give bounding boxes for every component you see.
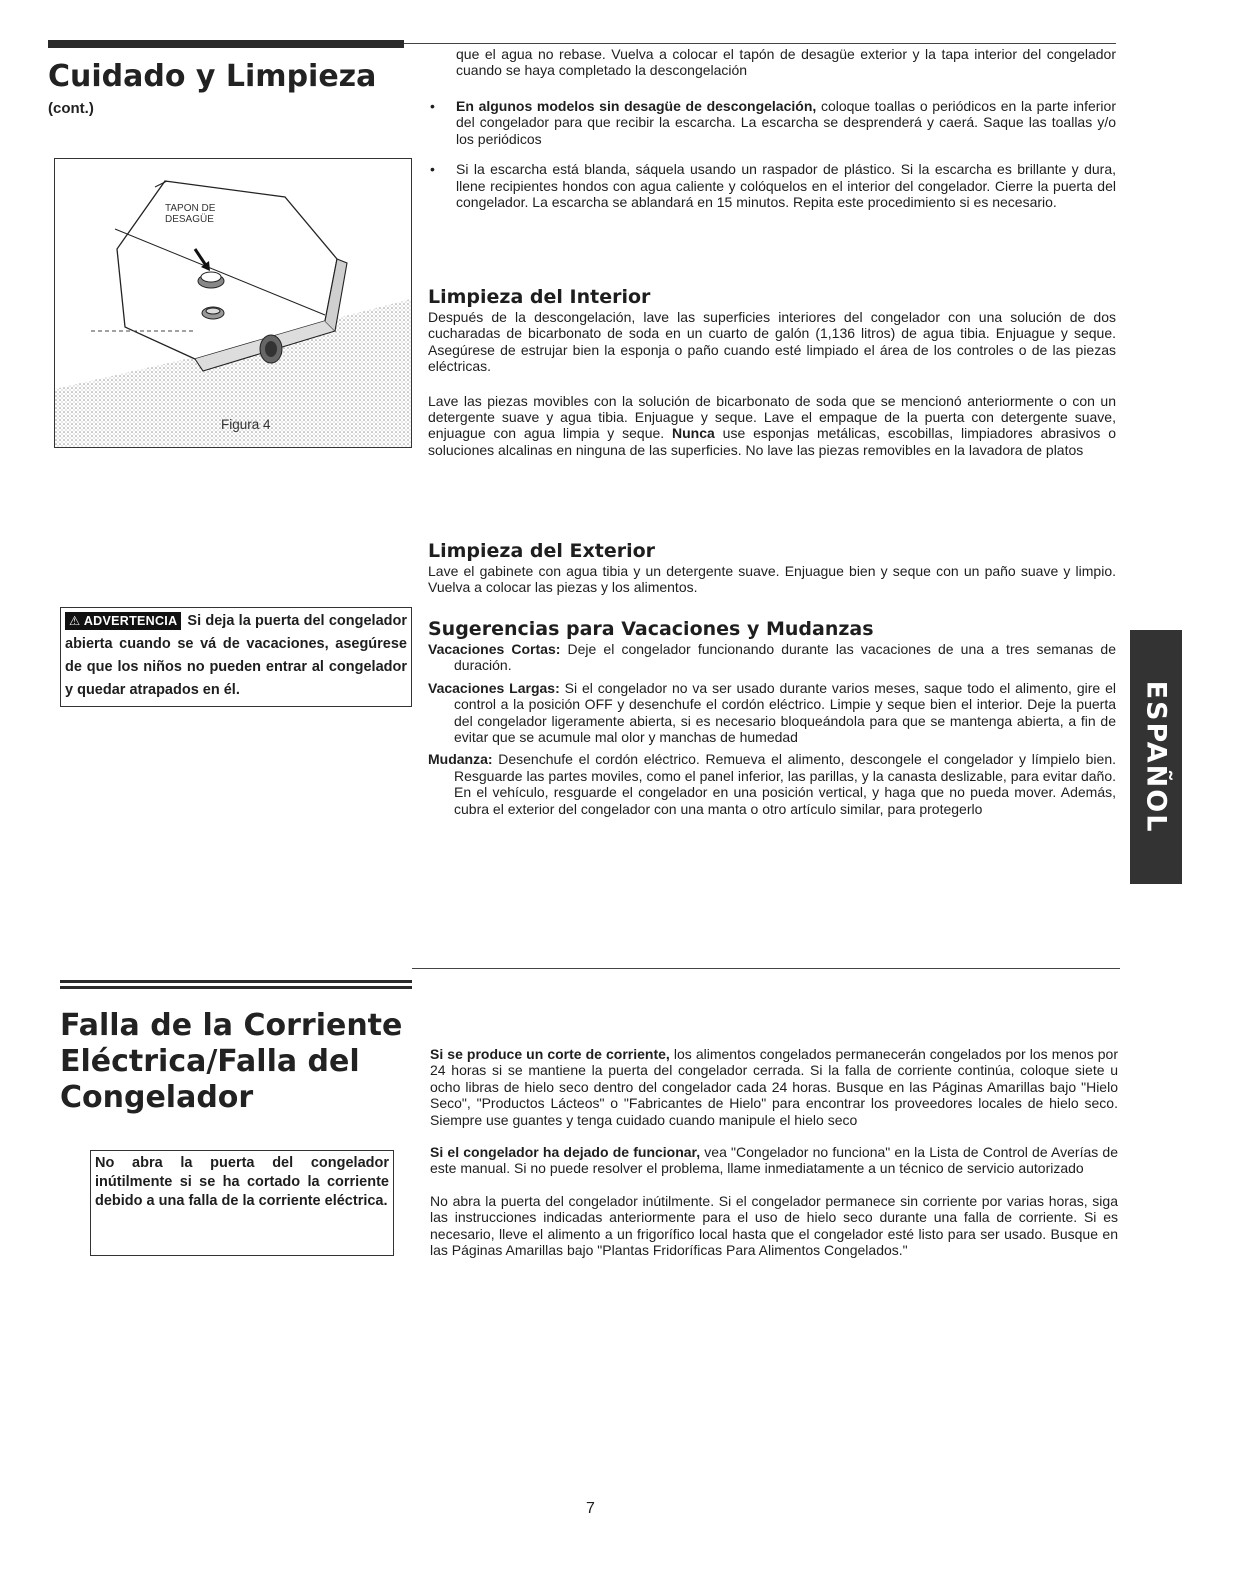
interior-text-a: Lave las piezas movibles con la solución de bicarbonato de soda que se mencionó anteriormente o con un detergente suave y agua tibia. Enjuague y seque. Lave el empaque de la puerta con detergente suave, enjuague con agua limpia y seque.	[428, 392, 1116, 442]
section2-rule	[412, 968, 1120, 969]
bullet-item	[428, 98, 1116, 147]
power-paragraph-2	[430, 1144, 1118, 1177]
header-rule	[404, 43, 1116, 44]
right-column-top	[456, 46, 1116, 79]
figure-4	[54, 158, 412, 448]
bullet-item	[428, 161, 1116, 210]
interior-never: Nunca	[672, 425, 715, 442]
exterior-heading: Limpieza del Exterior	[428, 540, 656, 562]
vacation-item-lead: Vacaciones Cortas:	[428, 641, 561, 657]
interior-text-b: use esponjas metálicas, escobillas, limpiadores abrasivos o soluciones alcalinas en ninguna de las superficies. No lave las piezas removibles en la lavadora de platos	[428, 425, 1117, 458]
power-p1-lead: Si se produce un corte de corriente,	[430, 1046, 670, 1062]
vacations-heading: Sugerencias para Vacaciones y Mudanzas	[428, 618, 874, 640]
bullet-text: Si la escarcha está blanda, sáquela usando un raspador de plástico. Si la escarcha es brillante y dura, llene recipientes hondos con agua caliente y colóquelos en el interior del congelador. Cierre la puerta del congelador. La escarcha se ablandará en 15 minutos. Repita este procedimiento si es necesario.	[456, 161, 1116, 211]
exterior-text: Lave el gabinete con agua tibia y un detergente suave. Enjuague bien y seque con un paño suave y limpio. Vuelva a colocar las piezas y los alimentos.	[428, 563, 1116, 596]
warning-badge-label: ADVERTENCIA	[83, 614, 178, 628]
warning-box	[60, 607, 412, 707]
interior-section	[428, 286, 1116, 458]
power-section	[430, 1046, 1118, 1258]
vacation-item-text: Si el congelador no va ser usado durante varios meses, saque todo el alimento, gire el control a la posición OFF y desenchufe el cordón eléctrico. Limpie y seque bien el interior. Deje la puerta del congelador ligeramente abierta, si es necesario bloqueándola para que se mantenga abierta, a fin de evitar que se acumule mal olor y manchas de humedad	[454, 679, 1116, 746]
vacation-item-text: Deje el congelador funcionando durante las vacaciones de una a tres semanas de duración.	[454, 641, 1116, 674]
bullet-text: coloque toallas o periódicos en la parte inferior del congelador para que recibir la escarcha. La escarcha se desprenderá y caerá. Saque las toallas y/o los periódicos	[456, 98, 1116, 147]
vacation-item	[428, 641, 1116, 674]
figure-caption: Figura 4	[221, 417, 271, 432]
page-number: 7	[586, 1500, 595, 1517]
section2-title-line: Congelador	[60, 1080, 254, 1115]
warning-text: Si deja la puerta del congelador abierta cuando se vá de vacaciones, asegúrese de que los niños no pueden entrar al congelador y quedar atrapados en él.	[65, 613, 407, 698]
section2-bar-left	[60, 980, 412, 983]
figure-label: TAPON DE DESAGÜE	[165, 203, 216, 225]
interior-paragraph-2	[428, 393, 1116, 459]
language-tab	[1130, 630, 1182, 884]
power-p1-text: los alimentos congelados permanecerán congelados por los menos por 24 horas si se mantiene la puerta del congelador cerrada. Si la falla de corriente continúa, coloque siete u ocho libras de hielo seco dentro del congelador cada 24 horas. Busque en las Páginas Amarillas bajo "Hielo Seco", "Productos Lácteos" o "Fabricantes de Hielo" para encontrar los proveedores locales de hielo seco. Siempre use guantes y tenga cuidado cuando manipule el hielo seco	[430, 1046, 1118, 1128]
vacations-section	[428, 618, 1116, 817]
power-p2-text: vea "Congelador no funciona" en la Lista de Control de Averías de este manual. Si no puede resolver el problema, llame inmediatamente a un técnico de servicio autorizado	[430, 1144, 1118, 1177]
language-tab-label: ESPAÑOL	[1140, 680, 1172, 834]
bullet-dot-icon: •	[430, 98, 435, 114]
section2-bar-left-2	[60, 986, 412, 989]
section-title: Cuidado y Limpieza	[48, 59, 377, 94]
interior-paragraph-1: Después de la descongelación, lave las superficies interiores del congelador con una solución de dos cucharadas de bicarbonato de soda en un cuarto de galón (1,136 litros) de agua tibia. Enjuague y seque. Asegúrese de estrujar bien la esponja o paño cuando esté limpiado el área de los controles o de las piezas eléctricas.	[428, 309, 1116, 375]
exterior-section	[428, 540, 1116, 596]
warning-badge	[65, 612, 181, 630]
vacation-item	[428, 680, 1116, 746]
section2-title-line: Falla de la Corriente	[60, 1008, 403, 1043]
vacation-item	[428, 751, 1116, 817]
vacation-item-lead: Mudanza:	[428, 751, 493, 768]
interior-heading: Limpieza del Interior	[428, 286, 651, 308]
bullet-lead: En algunos modelos sin desagüe de descongelación,	[456, 98, 817, 114]
notice-box: No abra la puerta del congelador inútilmente si se ha cortado la corriente debido a una falla de la corriente eléctrica.	[90, 1150, 394, 1256]
power-p2-lead: Si el congelador ha dejado de funcionar,	[430, 1144, 701, 1161]
header-bar-left	[48, 40, 404, 48]
warning-icon: ⚠	[69, 614, 81, 628]
section-subtitle: (cont.)	[48, 100, 94, 117]
section2-title	[60, 1008, 402, 1116]
vacation-item-lead: Vacaciones Largas:	[428, 679, 560, 696]
bullets	[428, 98, 1116, 210]
power-paragraph-3: No abra la puerta del congelador inútilmente. Si el congelador permanece sin corriente por varias horas, siga las instrucciones indicadas anteriormente para el uso de hielo seco durante una falla de corriente. Si es necesario, lleve el alimento a un frigorífico local hasta que el congelador esté listo para ser usado. Busque en las Páginas Amarillas bajo "Plantas Fridoríficas Para Alimentos Congelados."	[430, 1192, 1118, 1259]
bullet-dot-icon: •	[430, 161, 435, 178]
section2-title-line: Eléctrica/Falla del	[60, 1044, 360, 1079]
vacation-item-text: Desenchufe el cordón eléctrico. Remueva el alimento, descongele el congelador y límpielo bien. Resguarde las partes moviles, como el panel inferior, las parillas, y la canasta deslizable, para evitar daño. En el vehículo, resguarde el congelador en una posición vertical, y haga que no pueda mover. Además, cubra el exterior del congelador con una manta o otro artículo similar, para protegerlo	[454, 751, 1116, 817]
intro-continuation: que el agua no rebase. Vuelva a colocar el tapón de desagüe exterior y la tapa interior del congelador cuando se haya completado la descongelación	[456, 46, 1116, 79]
power-paragraph-1	[430, 1046, 1118, 1128]
